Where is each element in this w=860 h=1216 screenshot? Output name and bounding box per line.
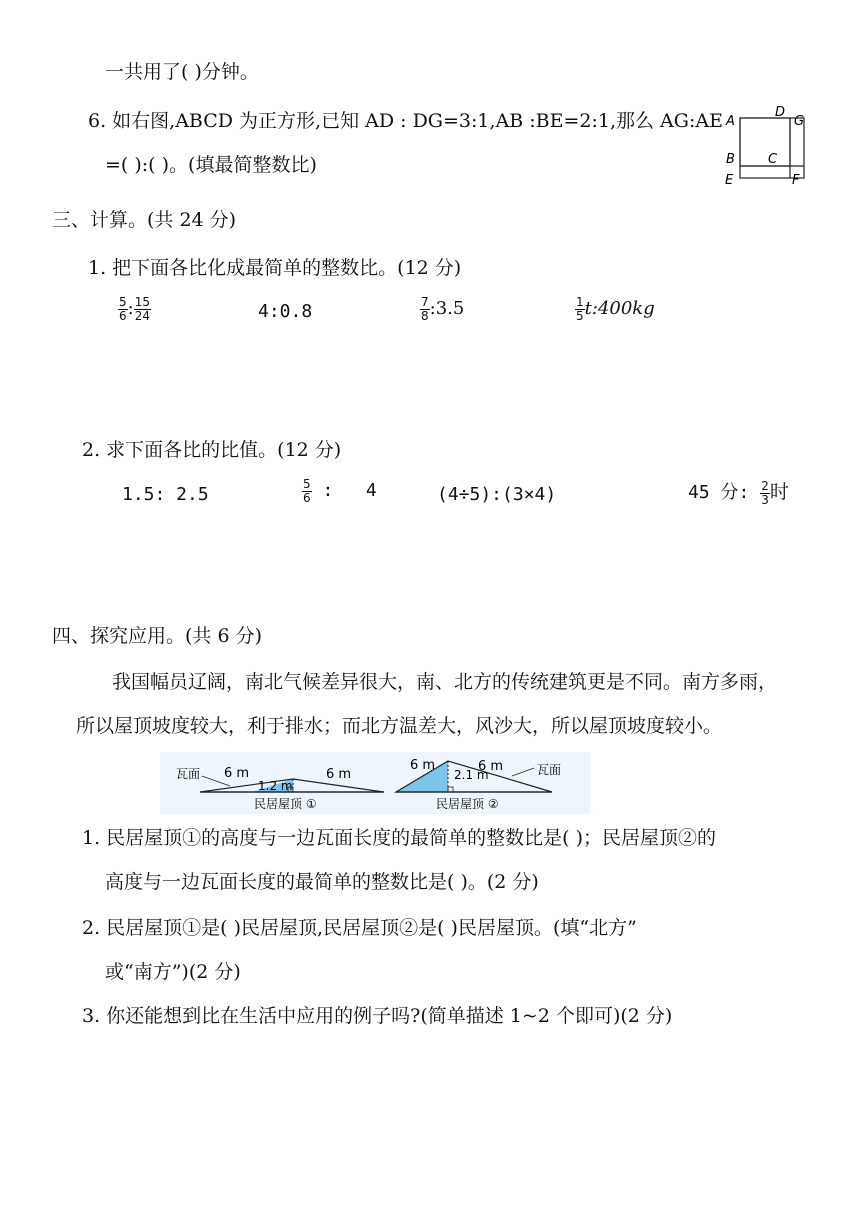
label-a: A xyxy=(726,114,735,129)
q6-line2: =( ):( )。(填最简整数比) xyxy=(105,154,317,176)
label-c: C xyxy=(768,152,778,167)
calc1-expr4: $\frac{1}{5}$ t:400kg xyxy=(576,295,655,323)
roof-figures xyxy=(160,752,590,814)
calc2-expr1: 1.5: 2.5 xyxy=(122,484,209,505)
section4-q3: 3. 你还能想到比在生活中应用的例子吗?(简单描述 1~2 个即可)(2 分) xyxy=(82,1005,673,1027)
square-figure xyxy=(720,104,810,188)
q6-line1: 6. 如右图,ABCD 为正方形,已知 AD : DG=3:1,AB :BE=2:1,那么 AG:AE xyxy=(88,110,723,132)
square-abcd xyxy=(740,118,790,166)
section3-q2-title: 2. 求下面各比的比值。(12 分) xyxy=(82,439,342,461)
roof1-left-length: 6 m xyxy=(224,766,250,781)
roof1-caption: 民居屋顶 ① xyxy=(254,797,317,811)
roof2-caption: 民居屋顶 ② xyxy=(436,797,499,811)
calc2-expr2: $\frac{5}{6}$ : 4 xyxy=(303,477,377,505)
roof1-right-length: 6 m xyxy=(326,767,352,782)
calc2-expr4: 45 分: $\frac{2}{3}$ 时 xyxy=(688,479,789,507)
roof2-height: 2.1 m xyxy=(454,768,489,782)
section4-q2-line2: 或“南方”)(2 分) xyxy=(105,961,241,983)
roof1-height: 1.2 m xyxy=(258,779,293,793)
section4-q2-line1: 2. 民居屋顶①是( )民居屋顶,民居屋顶②是( )民居屋顶。(填“北方” xyxy=(82,917,637,939)
roof2-left-length: 6 m xyxy=(410,758,436,773)
roof1-tile-label: 瓦面 xyxy=(176,767,201,781)
section4-paragraph-line1: 我国幅员辽阔，南北气候差异很大，南、北方的传统建筑更是不同。南方多雨， xyxy=(112,671,778,693)
calc1-expr2: 4:0.8 xyxy=(258,301,313,322)
calc1-expr3: $\frac{7}{8}$ :3.5 xyxy=(421,295,465,323)
label-g: G xyxy=(794,114,805,129)
section4-q1-line2: 高度与一边瓦面长度的最简单的整数比是( )。(2 分) xyxy=(105,871,539,893)
q5-continuation: 一共用了( )分钟。 xyxy=(105,61,259,83)
section3-title: 三、计算。(共 24 分) xyxy=(52,209,237,231)
label-b: B xyxy=(726,152,735,167)
calc2-expr3: (4÷5):(3×4) xyxy=(437,484,557,505)
section4-q1-line1: 1. 民居屋顶①的高度与一边瓦面长度的最简单的整数比是( )；民居屋顶②的 xyxy=(82,827,717,849)
calc1-expr1: $\frac{5}{6}$ : $\frac{15}{24}$ xyxy=(119,295,150,323)
section4-title: 四、探究应用。(共 6 分) xyxy=(52,625,262,647)
section4-paragraph-line2: 所以屋顶坡度较大，利于排水；而北方温差大，风沙大，所以屋顶坡度较小。 xyxy=(76,715,723,737)
roof2-tile-label: 瓦面 xyxy=(537,763,562,777)
label-e: E xyxy=(725,173,734,188)
section3-q1-title: 1. 把下面各比化成最简单的整数比。(12 分) xyxy=(88,257,462,279)
label-f: F xyxy=(792,173,800,188)
figure-background xyxy=(160,752,590,814)
roof2-right-length: 6 m xyxy=(478,759,504,774)
label-d: D xyxy=(775,105,786,120)
